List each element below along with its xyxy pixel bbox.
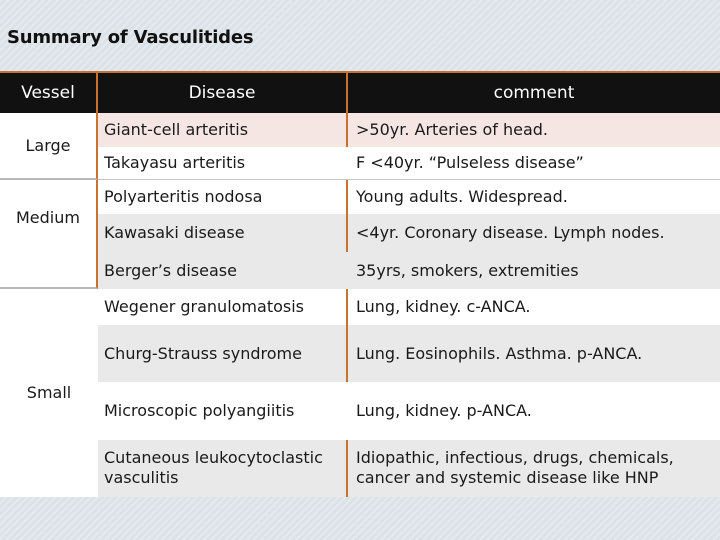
table-row-disease: Wegener granulomatosis — [98, 289, 348, 325]
vasculitides-table — [0, 71, 720, 540]
table-row-comment: Lung, kidney. p-ANCA. — [348, 382, 720, 440]
table-row-disease: Polyarteritis nodosa — [98, 180, 348, 214]
column-header-vessel: Vessel — [0, 71, 98, 113]
vessel-small: Small — [0, 289, 98, 497]
table-row-comment: Young adults. Widespread. — [348, 180, 720, 214]
table-row-comment: <4yr. Coronary disease. Lymph nodes. — [348, 214, 720, 252]
table-row-disease: Microscopic polyangiitis — [98, 382, 348, 440]
table-row-disease: Giant-cell arteritis — [98, 113, 348, 147]
slide-title: Summary of Vasculitides — [7, 27, 254, 48]
table-row-disease: Kawasaki disease — [98, 214, 348, 252]
table-row-disease: Cutaneous leukocytoclastic vasculitis — [98, 440, 348, 497]
vessel-medium: Medium — [0, 180, 98, 289]
table-row-disease: Berger’s disease — [98, 252, 348, 289]
column-header-comment: comment — [348, 71, 720, 113]
table-row-comment: Idiopathic, infectious, drugs, chemicals, cancer and systemic disease like HNP — [348, 440, 720, 497]
table-row-disease: Churg-Strauss syndrome — [98, 325, 348, 382]
column-header-disease: Disease — [98, 71, 348, 113]
vessel-large: Large — [0, 113, 98, 180]
table-row-comment: >50yr. Arteries of head. — [348, 113, 720, 147]
table-row-comment: Lung. Eosinophils. Asthma. p-ANCA. — [348, 325, 720, 382]
table-row-comment: F <40yr. “Pulseless disease” — [348, 147, 720, 180]
table-row-comment: Lung, kidney. c-ANCA. — [348, 289, 720, 325]
table-row-disease: Takayasu arteritis — [98, 147, 348, 180]
table-row-comment: 35yrs, smokers, extremities — [348, 252, 720, 289]
